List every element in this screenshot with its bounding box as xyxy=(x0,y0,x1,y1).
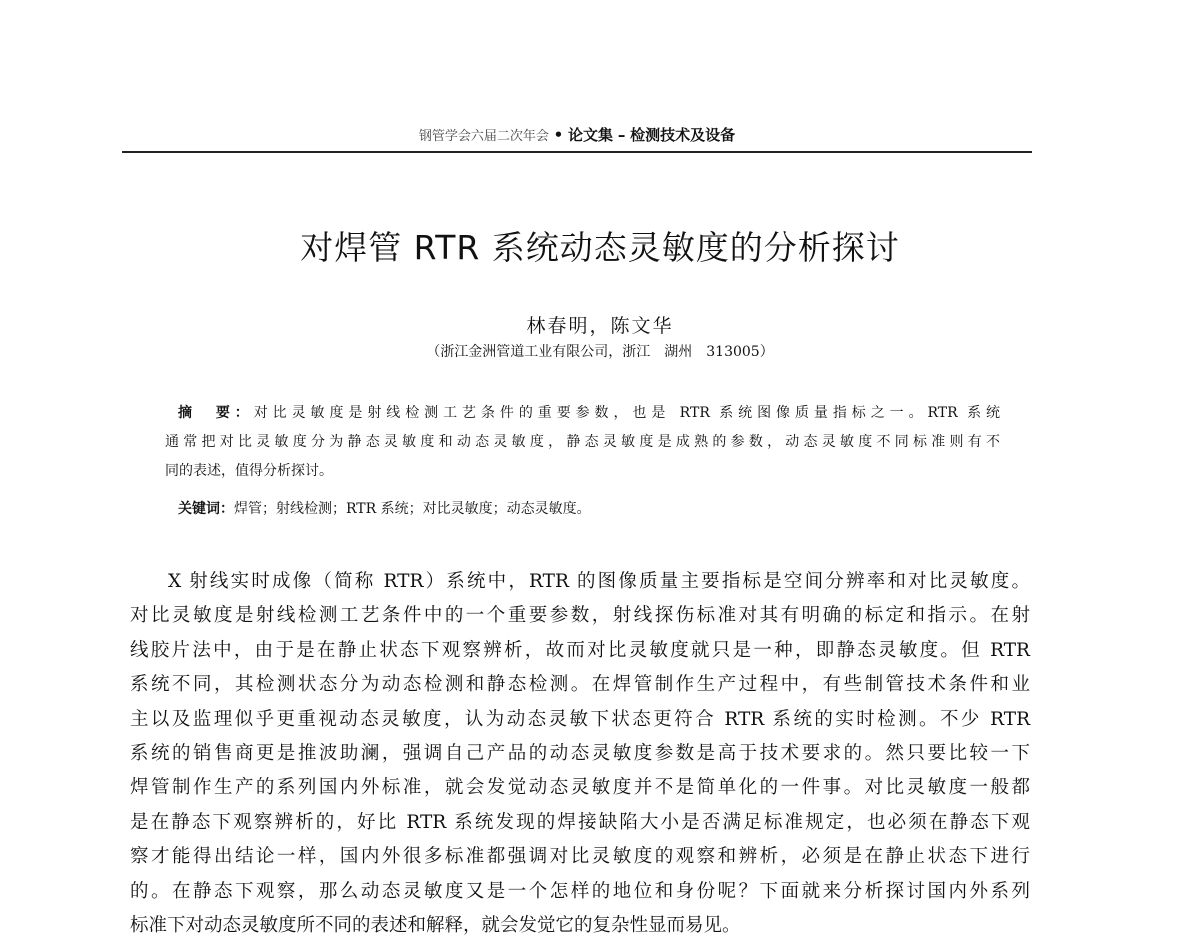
body-line: 的。在静态下观察，那么动态灵敏度又是一个怎样的地位和身份呢？下面就来分析探讨国内外系列 xyxy=(130,880,1030,902)
body-line: 察才能得出结论一样，国内外很多标准都强调对比灵敏度的观察和辨析，必须是在静止状态下进行 xyxy=(130,846,1030,868)
keywords-line xyxy=(178,498,1000,518)
collection-name: 论文集 xyxy=(568,126,614,144)
body-line: 焊管制作生产的系列国内外标准，就会发觉动态灵敏度并不是简单化的一件事。对比灵敏度一般都 xyxy=(130,777,1030,799)
abstract-text: 对比灵敏度是射线检测工艺条件的重要参数，也是 RTR 系统图像质量指标之一。RTR 系统 xyxy=(253,405,1001,421)
dash: – xyxy=(617,126,626,144)
abstract-label: 摘 要： xyxy=(178,405,254,421)
affiliation: （浙江金洲管道工业有限公司，浙江 湖州 313005） xyxy=(426,344,774,360)
keywords-text: 焊管；射线检测；RTR 系统；对比灵敏度；动态灵敏度。 xyxy=(234,501,591,517)
body-line: 系统的销售商更是推波助澜，强调自己产品的动态灵敏度参数是高于技术要求的。然只要比较一下 xyxy=(130,743,1030,764)
keywords-label: 关键词： xyxy=(178,501,234,517)
body-line: 标准下对动态灵敏度所不同的表述和解释，就会发觉它的复杂性显而易见。 xyxy=(130,915,741,936)
running-head xyxy=(122,124,1032,145)
body-line: 系统不同，其检测状态分为动态检测和静态检测。在焊管制作生产过程中，有些制管技术条件和业 xyxy=(130,674,1030,696)
abstract-line: 通常把对比灵敏度分为静态灵敏度和动态灵敏度，静态灵敏度是成熟的参数，动态灵敏度不同标准则有不 xyxy=(165,434,1000,450)
abstract-line xyxy=(178,402,1000,422)
proceedings-name: 钢管学会六届二次年会 xyxy=(418,129,549,144)
body-line: 主以及监理似乎更重视动态灵敏度，认为动态灵敏下状态更符合 RTR 系统的实时检测。不少 RTR xyxy=(130,708,1030,730)
body-line: 是在静态下观察辨析的，好比 RTR 系统发现的焊接缺陷大小是否满足标准规定，也必须在静态下观 xyxy=(130,811,1030,833)
body-line: X 射线实时成像（简称 RTR）系统中，RTR 的图像质量主要指标是空间分辨率和对比灵敏度。 xyxy=(168,571,1030,592)
section-name: 检测技术及设备 xyxy=(630,126,736,144)
bullet: • xyxy=(553,126,564,144)
authors: 林春明，陈文华 xyxy=(526,315,674,337)
body-line: 对比灵敏度是射线检测工艺条件中的一个重要参数，射线探伤标准对其有明确的标定和指示。在射 xyxy=(130,605,1030,627)
paper-title: 对焊管 RTR 系统动态灵敏度的分析探讨 xyxy=(300,228,900,267)
body-line: 线胶片法中，由于是在静止状态下观察辨析，故而对比灵敏度就只是一种，即静态灵敏度。但 RTR xyxy=(130,639,1030,661)
abstract-line: 同的表述，值得分析探讨。 xyxy=(165,463,333,479)
header-rule xyxy=(122,151,1032,153)
